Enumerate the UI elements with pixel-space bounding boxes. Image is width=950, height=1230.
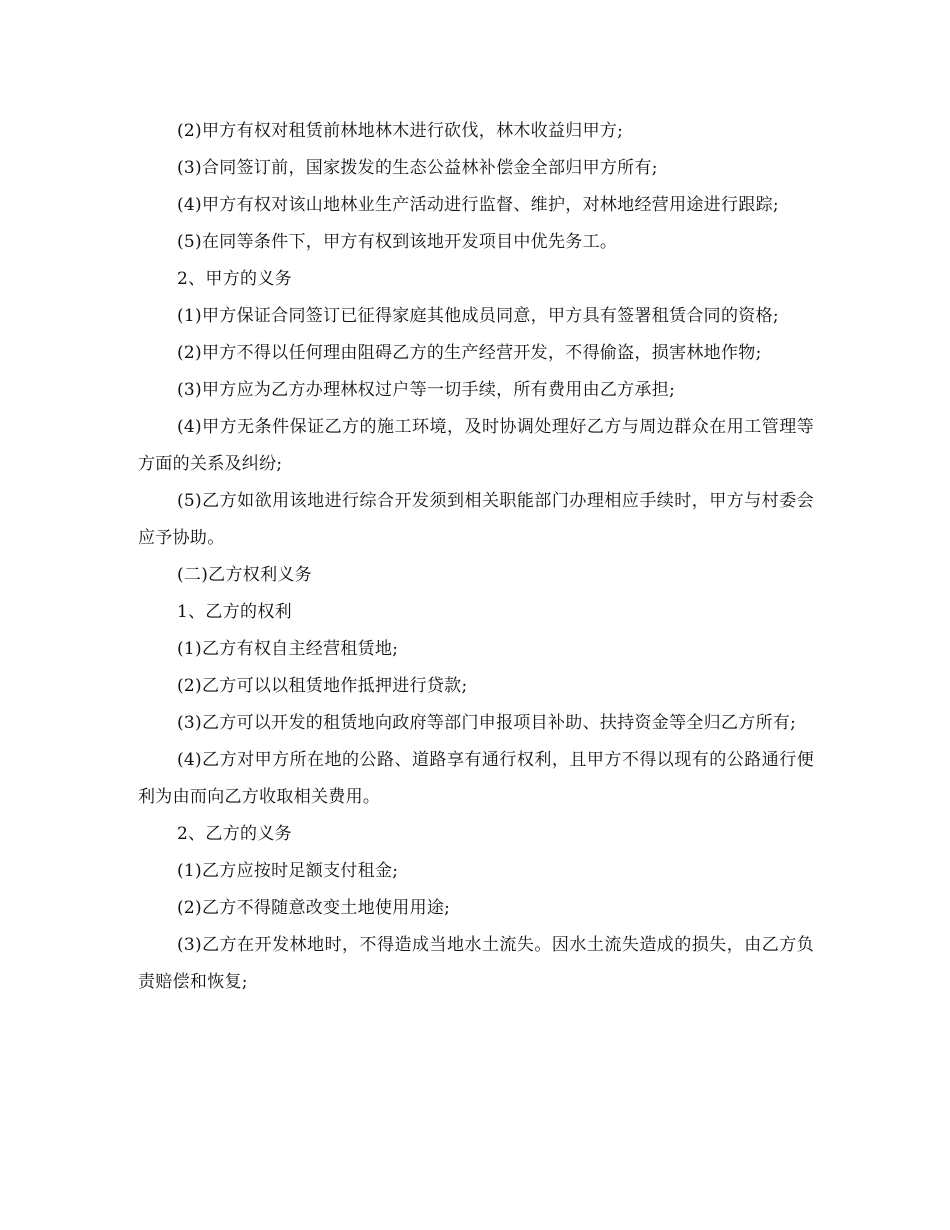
paragraph-lessee-right-2: (2)乙方可以以租赁地作抵押进行贷款; [177,676,468,696]
heading-lessee-obligations: 2、乙方的义务 [177,824,292,844]
paragraph-lessor-obligation-5: (5)乙方如欲用该地进行综合开发须到相关职能部门办理相应手续时，甲方与村委会应予协助。 [138,491,814,548]
heading-lessee-rights: 1、乙方的权利 [177,602,292,622]
paragraph-lessee-obligation-2: (2)乙方不得随意改变土地使用用途; [177,898,451,918]
document-body [138,113,814,1001]
paragraph-lessee-obligation-1: (1)乙方应按时足额支付租金; [177,861,399,881]
paragraph-lessor-obligation-1: (1)甲方保证合同签订已征得家庭其他成员同意，甲方具有签署租赁合同的资格; [177,306,779,326]
heading-lessor-obligations: 2、甲方的义务 [177,269,292,289]
paragraph-lessor-right-4: (4)甲方有权对该山地林业生产活动进行监督、维护，对林地经营用途进行跟踪; [177,195,779,215]
paragraph-lessee-right-4: (4)乙方对甲方所在地的公路、道路享有通行权利，且甲方不得以现有的公路通行便利为由而向乙方收取相关费用。 [138,750,814,807]
paragraph-lessor-right-3: (3)合同签订前，国家拨发的生态公益林补偿金全部归甲方所有; [177,158,658,178]
heading-lessee-rights-obligations: (二)乙方权利义务 [177,565,312,585]
paragraph-lessor-right-2: (2)甲方有权对租赁前林地林木进行砍伐，林木收益归甲方; [177,121,624,141]
paragraph-lessor-obligation-3: (3)甲方应为乙方办理林权过户等一切手续，所有费用由乙方承担; [177,380,676,400]
paragraph-lessee-right-1: (1)乙方有权自主经营租赁地; [177,639,399,659]
paragraph-lessor-obligation-4: (4)甲方无条件保证乙方的施工环境，及时协调处理好乙方与周边群众在用工管理等方面的关系及纠纷; [138,417,814,474]
paragraph-lessee-obligation-3: (3)乙方在开发林地时，不得造成当地水土流失。因水土流失造成的损失，由乙方负责赔偿和恢复; [138,935,814,992]
paragraph-lessor-obligation-2: (2)甲方不得以任何理由阻碍乙方的生产经营开发，不得偷盗，损害林地作物; [177,343,762,363]
paragraph-lessor-right-5: (5)在同等条件下，甲方有权到该地开发项目中优先务工。 [177,232,618,252]
paragraph-lessee-right-3: (3)乙方可以开发的租赁地向政府等部门申报项目补助、扶持资金等全归乙方所有; [177,713,797,733]
